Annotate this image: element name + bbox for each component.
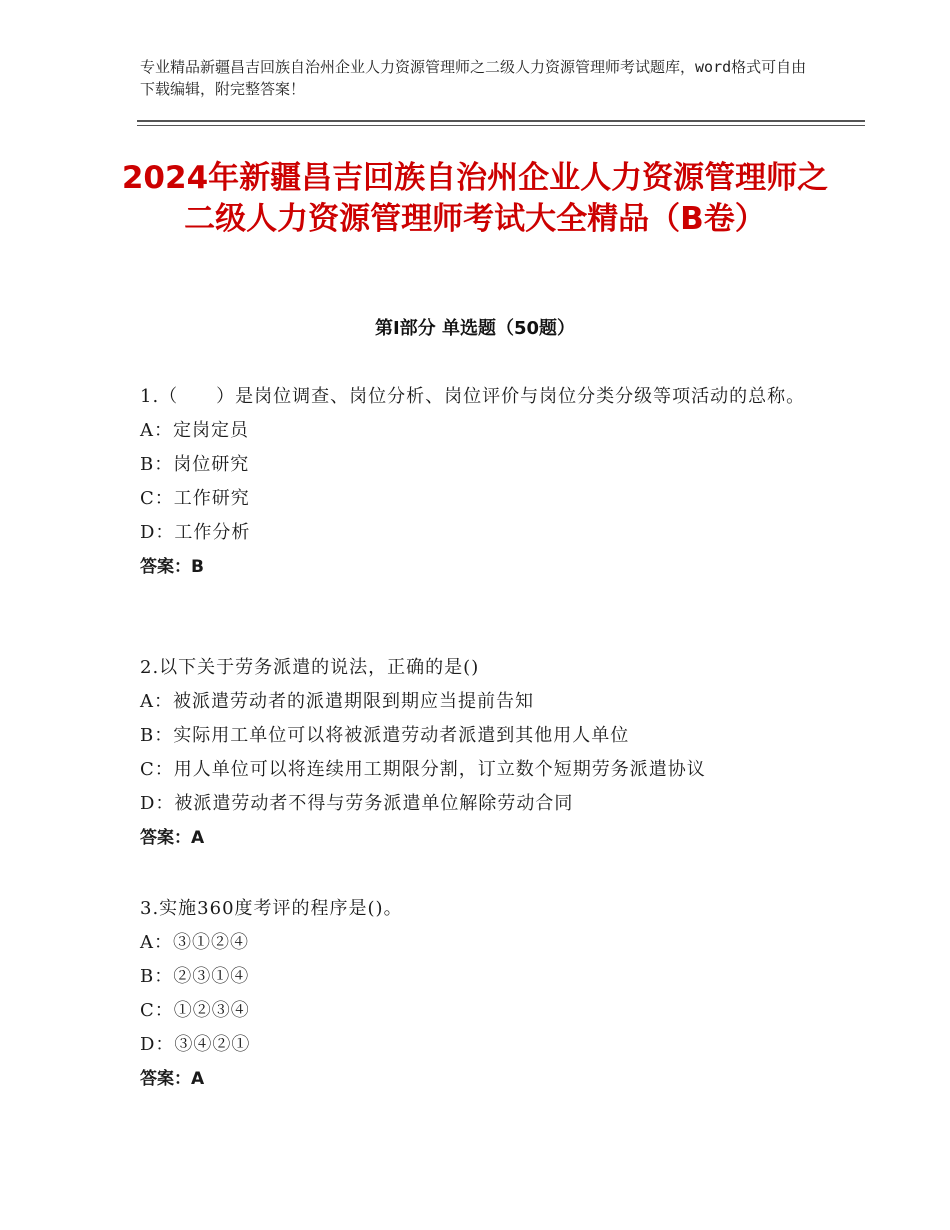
question-stem: 3.实施360度考评的程序是()。	[140, 898, 403, 919]
section-title: 第Ⅰ部分 单选题（50题）	[374, 318, 575, 339]
question-stem: 2.以下关于劳务派遣的说法，正确的是()	[140, 657, 480, 678]
option-c: C：①②③④	[140, 1000, 250, 1021]
option-b: B：实际用工单位可以将被派遣劳动者派遣到其他用人单位	[140, 725, 630, 746]
header-note: 专业精品新疆昌吉回族自治州企业人力资源管理师之二级人力资源管理师考试题库，word格式可自由下载编辑，附完整答案！	[140, 58, 807, 98]
question-2	[140, 651, 820, 855]
answer: 答案：B	[140, 557, 204, 577]
option-d: D：③④②①	[140, 1034, 251, 1055]
document-title: 2024年新疆昌吉回族自治州企业人力资源管理师之二级人力资源管理师考试大全精品（B卷）	[121, 160, 829, 237]
option-d: D：被派遣劳动者不得与劳务派遣单位解除劳动合同	[140, 793, 574, 814]
header-divider-thick	[137, 120, 865, 122]
option-a: A：③①②④	[140, 932, 249, 953]
option-b: B：岗位研究	[140, 454, 250, 475]
header-divider-thin	[137, 125, 865, 126]
option-c: C：用人单位可以将连续用工期限分割，订立数个短期劳务派遣协议	[140, 759, 706, 780]
option-a: A：定岗定员	[140, 420, 249, 441]
question-1	[140, 380, 820, 584]
option-a: A：被派遣劳动者的派遣期限到期应当提前告知	[140, 691, 534, 712]
answer: 答案：A	[140, 828, 205, 848]
question-3	[140, 892, 820, 1096]
option-d: D：工作分析	[140, 522, 251, 543]
answer: 答案：A	[140, 1069, 205, 1089]
option-b: B：②③①④	[140, 966, 250, 987]
option-c: C：工作研究	[140, 488, 250, 509]
question-stem: 1.（ ）是岗位调查、岗位分析、岗位评价与岗位分类分级等项活动的总称。	[140, 386, 806, 407]
